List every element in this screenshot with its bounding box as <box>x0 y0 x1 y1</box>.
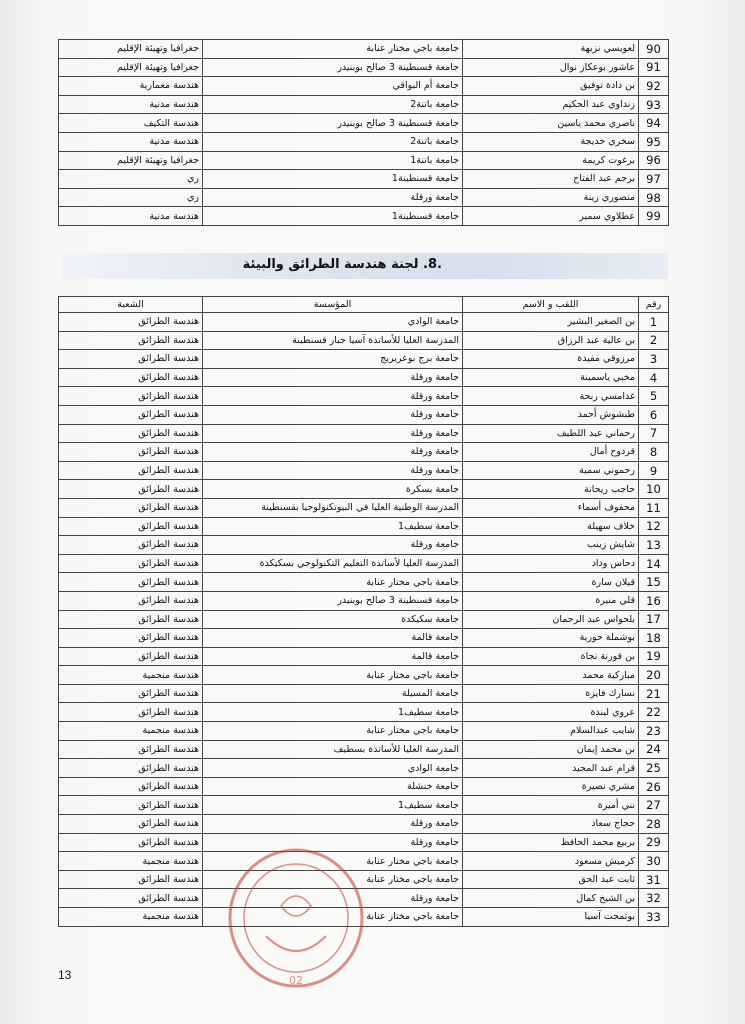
row-number: 27 <box>639 796 669 815</box>
row-institution: جامعة باتنة1 <box>203 151 463 170</box>
row-institution: جامعة ورقلة <box>203 387 463 406</box>
row-specialty: هندسة منجمية <box>59 908 203 927</box>
row-specialty: هندسة الطرائق <box>59 647 203 666</box>
row-specialty: هندسة الطرائق <box>59 350 203 369</box>
row-name: بربيع محمد الحافظ <box>463 833 639 852</box>
table-row <box>59 350 669 369</box>
row-specialty: هندسة الطرائق <box>59 498 203 517</box>
row-name: غدامسي ربحة <box>463 387 639 406</box>
row-institution: جامعة باتنة2 <box>203 132 463 151</box>
row-name: بن الشيخ كمال <box>463 889 639 908</box>
section-heading-band <box>62 253 668 279</box>
table-row <box>59 573 669 592</box>
row-name: مخبي ياسمينة <box>463 368 639 387</box>
row-institution: جامعة ورقلة <box>203 536 463 555</box>
row-institution: جامعة باتنة2 <box>203 95 463 114</box>
row-institution: جامعة قالمة <box>203 647 463 666</box>
row-institution: جامعة سطيف1 <box>203 796 463 815</box>
row-name: عروي ليندة <box>463 703 639 722</box>
table-row <box>59 666 669 685</box>
row-institution: جامعة ورقلة <box>203 368 463 387</box>
main-table-body <box>59 313 669 927</box>
row-number: 6 <box>639 405 669 424</box>
row-number: 11 <box>639 498 669 517</box>
row-name: بن الصغير البشير <box>463 313 639 332</box>
row-specialty: هندسة الطرائق <box>59 815 203 834</box>
row-name: دحاس وداد <box>463 554 639 573</box>
row-institution: جامعة ورقلة <box>203 424 463 443</box>
top-table-body <box>59 40 669 226</box>
row-institution: جامعة باجي مختار عنابة <box>203 40 463 59</box>
row-specialty: هندسة الطرائق <box>59 368 203 387</box>
row-name: قلي منيرة <box>463 591 639 610</box>
row-name: سخري خديجة <box>463 132 639 151</box>
row-institution: جامعة سطيف1 <box>203 517 463 536</box>
row-number: 31 <box>639 870 669 889</box>
row-name: شايب عبدالسلام <box>463 722 639 741</box>
row-number: 2 <box>639 331 669 350</box>
row-institution: جامعة باجي مختار عنابة <box>203 722 463 741</box>
row-number: 13 <box>639 536 669 555</box>
row-name: نني أميرة <box>463 796 639 815</box>
row-institution: المدرسة العليا للأساتذة آسيا جبار قسنطينة <box>203 331 463 350</box>
row-institution: جامعة خنشلة <box>203 777 463 796</box>
row-specialty: هندسة الطرائق <box>59 591 203 610</box>
table-row <box>59 554 669 573</box>
row-number: 26 <box>639 777 669 796</box>
table-row <box>59 629 669 648</box>
row-number: 95 <box>639 132 669 151</box>
table-row <box>59 151 669 170</box>
table-row <box>59 77 669 96</box>
row-institution: جامعة ورقلة <box>203 405 463 424</box>
row-institution: جامعة قسنطينة 3 صالح بوبنيدر <box>203 591 463 610</box>
row-institution: جامعة باجي مختار عنابة <box>203 852 463 871</box>
row-specialty: هندسة الطرائق <box>59 387 203 406</box>
row-number: 28 <box>639 815 669 834</box>
row-name: مباركية محمد <box>463 666 639 685</box>
row-name: قرام عبد المجيد <box>463 759 639 778</box>
row-number: 33 <box>639 908 669 927</box>
row-name: محفوف أسماء <box>463 498 639 517</box>
row-institution: جامعة باجي مختار عنابة <box>203 573 463 592</box>
table-row <box>59 684 669 703</box>
table-row <box>59 207 669 226</box>
row-specialty: هندسة الطرائق <box>59 517 203 536</box>
row-name: لعويسي نزيهة <box>463 40 639 59</box>
table-row <box>59 114 669 133</box>
table-header-row <box>59 297 669 313</box>
row-name: عطلاوي سمير <box>463 207 639 226</box>
row-number: 1 <box>639 313 669 332</box>
row-specialty: هندسة الطرائق <box>59 405 203 424</box>
row-institution: جامعة باجي مختار عنابة <box>203 908 463 927</box>
table-row <box>59 188 669 207</box>
row-specialty: هندسة الطرائق <box>59 870 203 889</box>
row-number: 90 <box>639 40 669 59</box>
row-number: 98 <box>639 188 669 207</box>
row-institution: جامعة المسيلة <box>203 684 463 703</box>
row-number: 24 <box>639 740 669 759</box>
table-row <box>59 132 669 151</box>
table-row <box>59 170 669 189</box>
row-specialty: هندسة الطرائق <box>59 889 203 908</box>
table-row <box>59 40 669 59</box>
row-name: ناصري محمد ياسين <box>463 114 639 133</box>
table-row <box>59 461 669 480</box>
row-specialty: ري <box>59 188 203 207</box>
row-specialty: هندسة الطرائق <box>59 424 203 443</box>
row-number: 16 <box>639 591 669 610</box>
table-row <box>59 443 669 462</box>
row-number: 21 <box>639 684 669 703</box>
table-row <box>59 498 669 517</box>
row-number: 20 <box>639 666 669 685</box>
row-institution: جامعة الوادي <box>203 313 463 332</box>
row-institution: جامعة بسكرة <box>203 480 463 499</box>
table-row <box>59 331 669 350</box>
row-institution: جامعة ورقلة <box>203 443 463 462</box>
row-specialty: هندسة الطرائق <box>59 554 203 573</box>
row-name: بن عالية عبد الرزاق <box>463 331 639 350</box>
row-institution: جامعة برج بوعريريج <box>203 350 463 369</box>
row-specialty: ري <box>59 170 203 189</box>
table-row <box>59 647 669 666</box>
row-specialty: هندسة معمارية <box>59 77 203 96</box>
row-institution: جامعة الوادي <box>203 759 463 778</box>
row-name: برغوت كريمة <box>463 151 639 170</box>
table-row <box>59 740 669 759</box>
table-row <box>59 536 669 555</box>
row-institution: جامعة قالمة <box>203 629 463 648</box>
row-name: ثابت عبد الحق <box>463 870 639 889</box>
row-number: 3 <box>639 350 669 369</box>
table-row <box>59 95 669 114</box>
row-name: قيلان سارة <box>463 573 639 592</box>
row-name: بوتمجت آسيا <box>463 908 639 927</box>
row-institution: جامعة أم البواقي <box>203 77 463 96</box>
row-name: مرزوقي مفيدة <box>463 350 639 369</box>
row-specialty: هندسة التكيف <box>59 114 203 133</box>
row-name: كرميش مسعود <box>463 852 639 871</box>
row-number: 92 <box>639 77 669 96</box>
row-name: شايش زينب <box>463 536 639 555</box>
row-name: رحماني عبد اللطيف <box>463 424 639 443</box>
table-row <box>59 424 669 443</box>
row-institution: جامعة باجي مختار عنابة <box>203 666 463 685</box>
row-specialty: هندسة الطرائق <box>59 443 203 462</box>
row-name: بوشملة حورية <box>463 629 639 648</box>
row-number: 30 <box>639 852 669 871</box>
row-specialty: هندسة الطرائق <box>59 684 203 703</box>
table-row <box>59 796 669 815</box>
row-number: 10 <box>639 480 669 499</box>
row-specialty: هندسة الطرائق <box>59 480 203 499</box>
row-specialty: هندسة الطرائق <box>59 796 203 815</box>
row-number: 25 <box>639 759 669 778</box>
row-number: 32 <box>639 889 669 908</box>
row-specialty: هندسة الطرائق <box>59 777 203 796</box>
table-row <box>59 610 669 629</box>
row-name: عاشور بوعكاز نوال <box>463 58 639 77</box>
row-name: حاجب ريحانة <box>463 480 639 499</box>
row-specialty: جغرافيا وتهيئة الإقليم <box>59 40 203 59</box>
row-institution: جامعة قسنطينة 3 صالح بوبنيدر <box>203 58 463 77</box>
header-institution: المؤسسة <box>203 297 463 313</box>
table-row <box>59 313 669 332</box>
row-number: 96 <box>639 151 669 170</box>
row-number: 9 <box>639 461 669 480</box>
row-specialty: هندسة مدنية <box>59 132 203 151</box>
row-specialty: هندسة الطرائق <box>59 573 203 592</box>
row-number: 22 <box>639 703 669 722</box>
table-row <box>59 517 669 536</box>
main-table <box>58 296 669 927</box>
row-number: 17 <box>639 610 669 629</box>
header-num: رقم <box>639 297 669 313</box>
row-institution: المدرسة الوطنية العليا في البيوتكنولوجيا بقسنطينة <box>203 498 463 517</box>
row-institution: جامعة ورقلة <box>203 815 463 834</box>
row-name: زنداوي عبد الحكيم <box>463 95 639 114</box>
official-stamp <box>226 846 366 994</box>
row-specialty: هندسة منجمية <box>59 666 203 685</box>
row-specialty: هندسة الطرائق <box>59 833 203 852</box>
row-name: بن قورنة نجاة <box>463 647 639 666</box>
row-institution: جامعة ورقلة <box>203 833 463 852</box>
row-specialty: هندسة الطرائق <box>59 629 203 648</box>
row-name: نسارك فايزة <box>463 684 639 703</box>
row-number: 97 <box>639 170 669 189</box>
row-institution: جامعة ورقلة <box>203 188 463 207</box>
row-name: بن محمد إيمان <box>463 740 639 759</box>
row-institution: جامعة باجي مختار عنابة <box>203 870 463 889</box>
section-title: .8. لجنة هندسة الطرائق والبيئة <box>242 257 442 272</box>
row-name: منصوري زينة <box>463 188 639 207</box>
table-row <box>59 722 669 741</box>
row-name: بن دادة توفيق <box>463 77 639 96</box>
table-row <box>59 591 669 610</box>
row-institution: جامعة ورقلة <box>203 461 463 480</box>
table-row <box>59 480 669 499</box>
table-row <box>59 368 669 387</box>
row-specialty: هندسة منجمية <box>59 852 203 871</box>
row-number: 93 <box>639 95 669 114</box>
table-row <box>59 815 669 834</box>
row-specialty: جغرافيا وتهيئة الإقليم <box>59 151 203 170</box>
row-number: 12 <box>639 517 669 536</box>
row-number: 29 <box>639 833 669 852</box>
row-number: 14 <box>639 554 669 573</box>
row-specialty: هندسة مدنية <box>59 207 203 226</box>
row-number: 18 <box>639 629 669 648</box>
page-number: 13 <box>58 968 72 982</box>
row-institution: جامعة سكيكدة <box>203 610 463 629</box>
row-name: بلحواس عبد الرحمان <box>463 610 639 629</box>
row-specialty: هندسة الطرائق <box>59 610 203 629</box>
row-specialty: هندسة الطرائق <box>59 461 203 480</box>
table-row <box>59 387 669 406</box>
row-number: 19 <box>639 647 669 666</box>
row-number: 7 <box>639 424 669 443</box>
row-specialty: هندسة الطرائق <box>59 703 203 722</box>
row-specialty: هندسة مدنية <box>59 95 203 114</box>
row-specialty: هندسة الطرائق <box>59 740 203 759</box>
row-specialty: هندسة الطرائق <box>59 759 203 778</box>
row-institution: جامعة قسنطينة1 <box>203 207 463 226</box>
table-row <box>59 405 669 424</box>
table-row <box>59 777 669 796</box>
row-name: برجم عبد الفتاح <box>463 170 639 189</box>
row-institution: جامعة سطيف1 <box>203 703 463 722</box>
row-specialty: هندسة منجمية <box>59 722 203 741</box>
row-name: قردوح أمال <box>463 443 639 462</box>
row-specialty: هندسة الطرائق <box>59 331 203 350</box>
row-number: 23 <box>639 722 669 741</box>
row-number: 91 <box>639 58 669 77</box>
row-number: 99 <box>639 207 669 226</box>
header-specialty: الشعبة <box>59 297 203 313</box>
header-name: اللقب و الاسم <box>463 297 639 313</box>
row-institution: جامعة ورقلة <box>203 889 463 908</box>
row-name: حجاج سعاد <box>463 815 639 834</box>
top-table <box>58 39 669 226</box>
row-specialty: هندسة الطرائق <box>59 313 203 332</box>
row-specialty: هندسة الطرائق <box>59 536 203 555</box>
table-row <box>59 703 669 722</box>
row-number: 8 <box>639 443 669 462</box>
row-number: 94 <box>639 114 669 133</box>
table-row <box>59 759 669 778</box>
row-number: 15 <box>639 573 669 592</box>
stamp-code: 02 <box>289 974 303 987</box>
row-institution: جامعة قسنطينة 3 صالح بوبنيدر <box>203 114 463 133</box>
row-specialty: جغرافيا وتهيئة الإقليم <box>59 58 203 77</box>
row-number: 5 <box>639 387 669 406</box>
row-name: طبشوش أحمد <box>463 405 639 424</box>
row-name: رحموني سمية <box>463 461 639 480</box>
row-institution: المدرسة العليا لأساتذة التعليم التكنولوجي بسكيكدة <box>203 554 463 573</box>
row-name: مشري نصيرة <box>463 777 639 796</box>
table-row <box>59 58 669 77</box>
row-institution: جامعة قسنطينة1 <box>203 170 463 189</box>
row-number: 4 <box>639 368 669 387</box>
row-institution: المدرسة العليا للأساتذة بسطيف <box>203 740 463 759</box>
row-name: خلاف سهيلة <box>463 517 639 536</box>
